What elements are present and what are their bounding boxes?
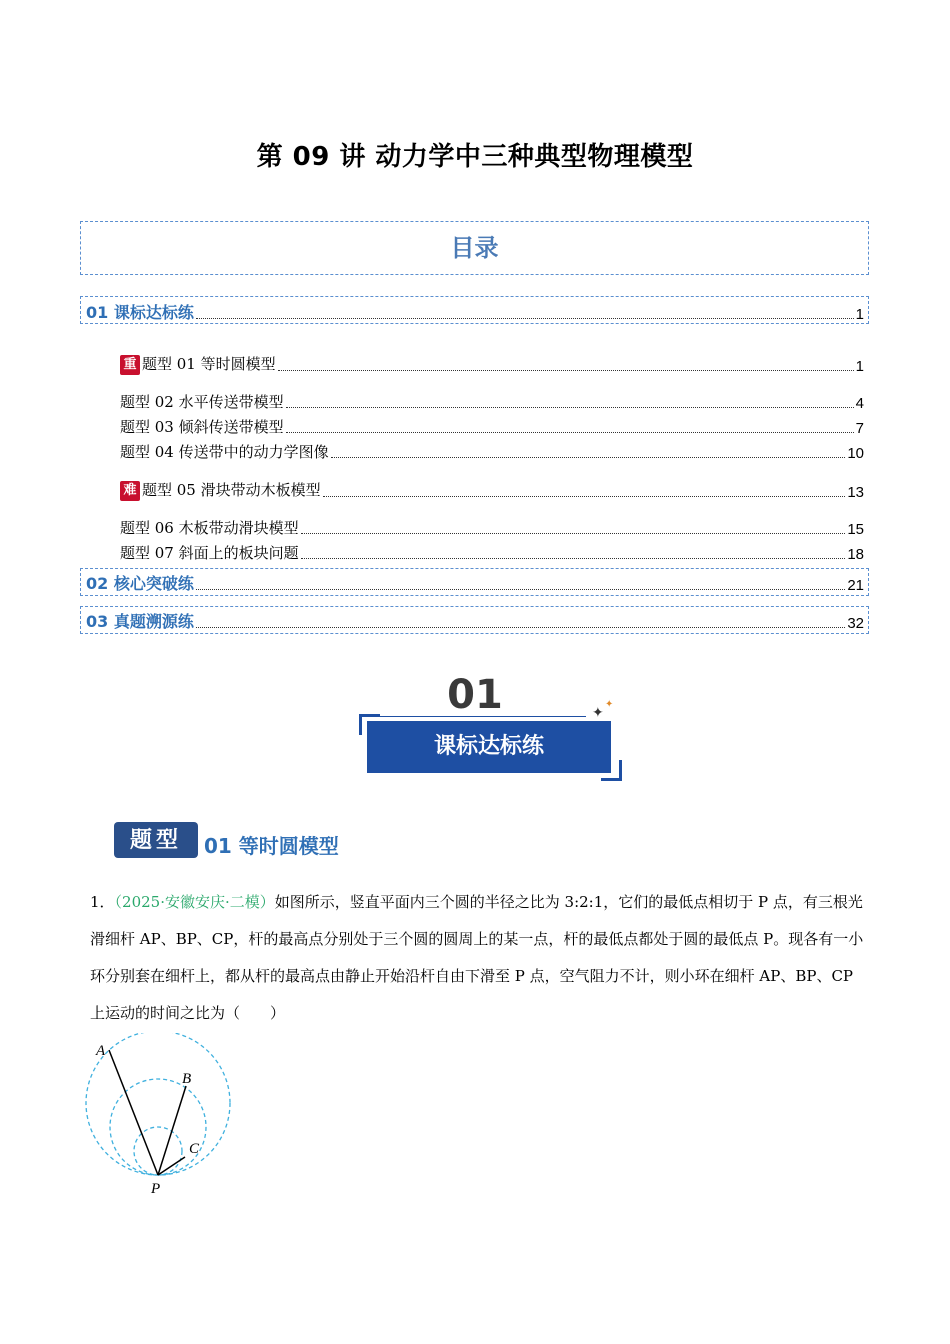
- question-body: 如图所示，竖直平面内三个圆的半径之比为 3:2:1，它们的最低点相切于 P 点，有三根光滑细杆 AP、BP、CP，杆的最高点分别处于三个圆的圆周上的某一点，杆的最低点都处于圆的最低点 P。现各有一小环分别套在细杆上，都从杆的最高点由静止开始沿杆自由下滑至 P 点，空气阻力不计，则小环在细杆 AP、BP、CP 上运动的时间之比为（ ）: [90, 893, 864, 1022]
- large-circle: [86, 1033, 230, 1175]
- three-circles-figure: [82, 1033, 242, 1203]
- sparkle-icon: ✦: [605, 699, 614, 710]
- dot-leader: [196, 317, 854, 319]
- dot-leader: [331, 456, 846, 458]
- toc-section-02[interactable]: [86, 571, 864, 594]
- toc-item-label: 题型 06 木板带动滑块模型: [120, 519, 299, 537]
- small-circle: [134, 1127, 182, 1175]
- toc-section-label: 02 核心突破练: [86, 574, 194, 593]
- toc-item-label: 题型 01 等时圆模型: [142, 355, 276, 373]
- section-number: 01: [447, 672, 503, 718]
- toc-page-number: 1: [855, 306, 864, 323]
- dot-leader: [196, 588, 845, 590]
- toc-item-type-02[interactable]: [120, 391, 864, 412]
- dot-leader: [323, 495, 846, 497]
- toc-page-number: 7: [855, 420, 864, 437]
- sparkle-icon: ✦: [592, 705, 604, 721]
- toc-section-label: 01 课标达标练: [86, 303, 194, 322]
- toc-page-number: 18: [847, 546, 864, 563]
- toc-page-number: 1: [855, 358, 864, 375]
- dot-leader: [278, 369, 854, 371]
- type-tag: 题型: [114, 822, 198, 858]
- toc-item-label: 题型 07 斜面上的板块问题: [120, 544, 299, 562]
- toc-heading: 目录: [80, 221, 869, 275]
- question-source: （2025·安徽安庆·二模）: [114, 893, 275, 911]
- toc-page-number: 21: [847, 577, 864, 594]
- toc-item-type-05[interactable]: [120, 479, 864, 501]
- important-badge: 重: [120, 355, 140, 375]
- rod-bp: [158, 1086, 186, 1175]
- dot-leader: [286, 406, 854, 408]
- label-a: A: [96, 1043, 106, 1059]
- toc-section-label: 03 真题溯源练: [86, 612, 194, 631]
- toc-item-type-07[interactable]: [120, 542, 864, 563]
- dot-leader: [301, 532, 846, 534]
- banner-corner: [601, 760, 622, 781]
- toc-page-number: 10: [847, 445, 864, 462]
- question-1: [90, 884, 870, 1032]
- dot-leader: [286, 431, 854, 433]
- toc-item-label: 题型 05 滑块带动木板模型: [142, 481, 321, 499]
- toc-item-type-01[interactable]: [120, 353, 864, 375]
- question-number: 1．: [90, 893, 115, 911]
- toc-item-label: 题型 02 水平传送带模型: [120, 393, 284, 411]
- rod-ap: [109, 1050, 158, 1175]
- toc-item-label: 题型 03 倾斜传送带模型: [120, 418, 284, 436]
- dot-leader: [301, 557, 846, 559]
- toc-item-type-06[interactable]: [120, 517, 864, 538]
- toc-section-03[interactable]: [86, 609, 864, 632]
- label-c: C: [189, 1141, 200, 1157]
- toc-page-number: 4: [855, 395, 864, 412]
- type-title: 01 等时圆模型: [204, 834, 339, 858]
- banner-rule: [376, 716, 586, 717]
- toc-item-label: 题型 04 传送带中的动力学图像: [120, 443, 329, 461]
- toc-item-type-03[interactable]: [120, 416, 864, 437]
- toc-page-number: 15: [847, 521, 864, 538]
- label-p: P: [151, 1181, 161, 1197]
- toc-item-type-04[interactable]: [120, 441, 864, 462]
- dot-leader: [196, 626, 845, 628]
- difficult-badge: 难: [120, 481, 140, 501]
- page-title: 第 09 讲 动力学中三种典型物理模型: [256, 142, 694, 172]
- label-b: B: [182, 1071, 192, 1087]
- toc-page-number: 32: [847, 615, 864, 632]
- toc-page-number: 13: [847, 484, 864, 501]
- section-banner: 课标达标练: [367, 721, 611, 773]
- toc-section-01[interactable]: [86, 300, 864, 323]
